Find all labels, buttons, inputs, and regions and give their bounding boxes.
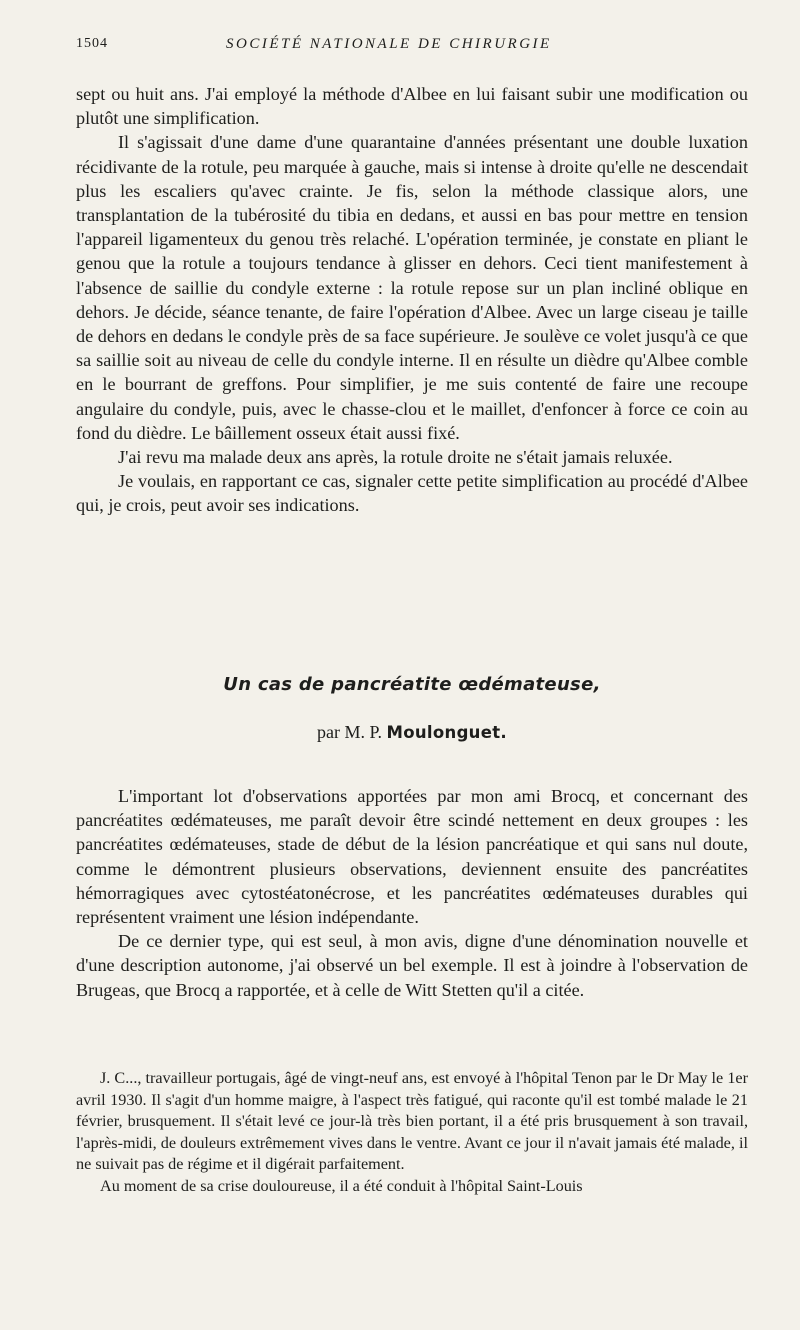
paragraph: L'important lot d'observations apportées par mon ami Brocq, et concernant des pancréatites œdémateuses, me paraît devoir être scindé nettement en deux groupes : les pancréatites œdémateuses, stade de début de la lésion pancréatique et qui sans nul doute, comme le démontrent plusieurs observations, deviennent ensuite des pancréatites hémorragiques avec cytostéatonécrose, et les pancréatites œdémateuses durables qui représentent vraiment une lésion indépendante. — [76, 786, 748, 928]
page-number: 1504 — [76, 36, 108, 51]
paragraph: Il s'agissait d'une dame d'une quarantaine d'années présentant une double luxation récidivante de la rotule, peu marquée à gauche, mais si intense à droite qu'elle ne descendait plus les escaliers qu'avec crainte. Je fis, selon la méthode classique alors, une transplantation de la tubérosité du tibia en dedans, et aussi en bas pour mettre en tension l'appareil ligamenteux du genou très relaché. L'opération terminée, je constate en pliant le genou que la rotule a toujours tendance à glisser en dehors. Ceci tient manifestement à l'absence de saillie du condyle externe : la rotule repose sur un plan incliné oblique en dehors. Je décide, séance tenante, de faire l'opération d'Albee. Avec un large ciseau je taille de dehors en dedans le condyle près de sa face supérieure. Je soulève ce volet jusqu'à ce que sa saillie soit au niveau de celle du condyle interne. Il en résulte un dièdre qu'Albee comble en le bourrant de greffons. Pour simplifier, je me suis contenté de faire une recoupe angulaire du condyle, puis, avec le chasse-clou et le maillet, d'enfoncer à force ce coin au fond du dièdre. Le bâillement osseux était aussi fixé. — [76, 132, 748, 443]
running-head — [76, 36, 748, 58]
paragraph: Au moment de sa crise douloureuse, il a été conduit à l'hôpital Saint-Louis — [100, 1176, 583, 1195]
journal-title: SOCIÉTÉ NATIONALE DE CHIRURGIE — [226, 36, 552, 52]
article-body — [76, 784, 748, 1002]
byline-prefix: par M. P. — [317, 722, 383, 742]
paragraph: Je voulais, en rapportant ce cas, signaler cette petite simplification au procédé d'Albee qui, je crois, peut avoir ses indications. — [76, 471, 748, 516]
case-observation — [76, 1068, 748, 1197]
previous-article-continuation — [76, 82, 748, 518]
byline-author: Moulonguet. — [386, 723, 507, 742]
byline — [76, 722, 748, 743]
paragraph: De ce dernier type, qui est seul, à mon avis, digne d'une dénomination nouvelle et d'une description autonome, j'ai observé un bel exemple. Il est à joindre à l'observation de Brugeas, que Brocq a rapportée, et à celle de Witt Stetten qu'il a citée. — [76, 931, 748, 1000]
paragraph: J. C..., travailleur portugais, âgé de vingt-neuf ans, est envoyé à l'hôpital Tenon par le Dr May le 1er avril 1930. Il s'agit d'un homme maigre, à l'aspect très fatigué, qui raconte qu'il est tombé malade le 21 février, brusquement. Il s'était levé ce jour-là très bien portant, il a été pris brusquement à son travail, l'après-midi, de douleurs extrêmement vives dans le ventre. Avant ce jour il n'avait jamais été malade, il ne suivait pas de régime et il digérait parfaitement. — [76, 1069, 748, 1173]
paragraph: J'ai revu ma malade deux ans après, la rotule droite ne s'était jamais reluxée. — [118, 447, 673, 468]
article-title: Un cas de pancréatite œdémateuse, — [223, 674, 601, 695]
paragraph: sept ou huit ans. J'ai employé la méthode d'Albee en lui faisant subir une modification ou plutôt une simplification. — [76, 84, 748, 129]
